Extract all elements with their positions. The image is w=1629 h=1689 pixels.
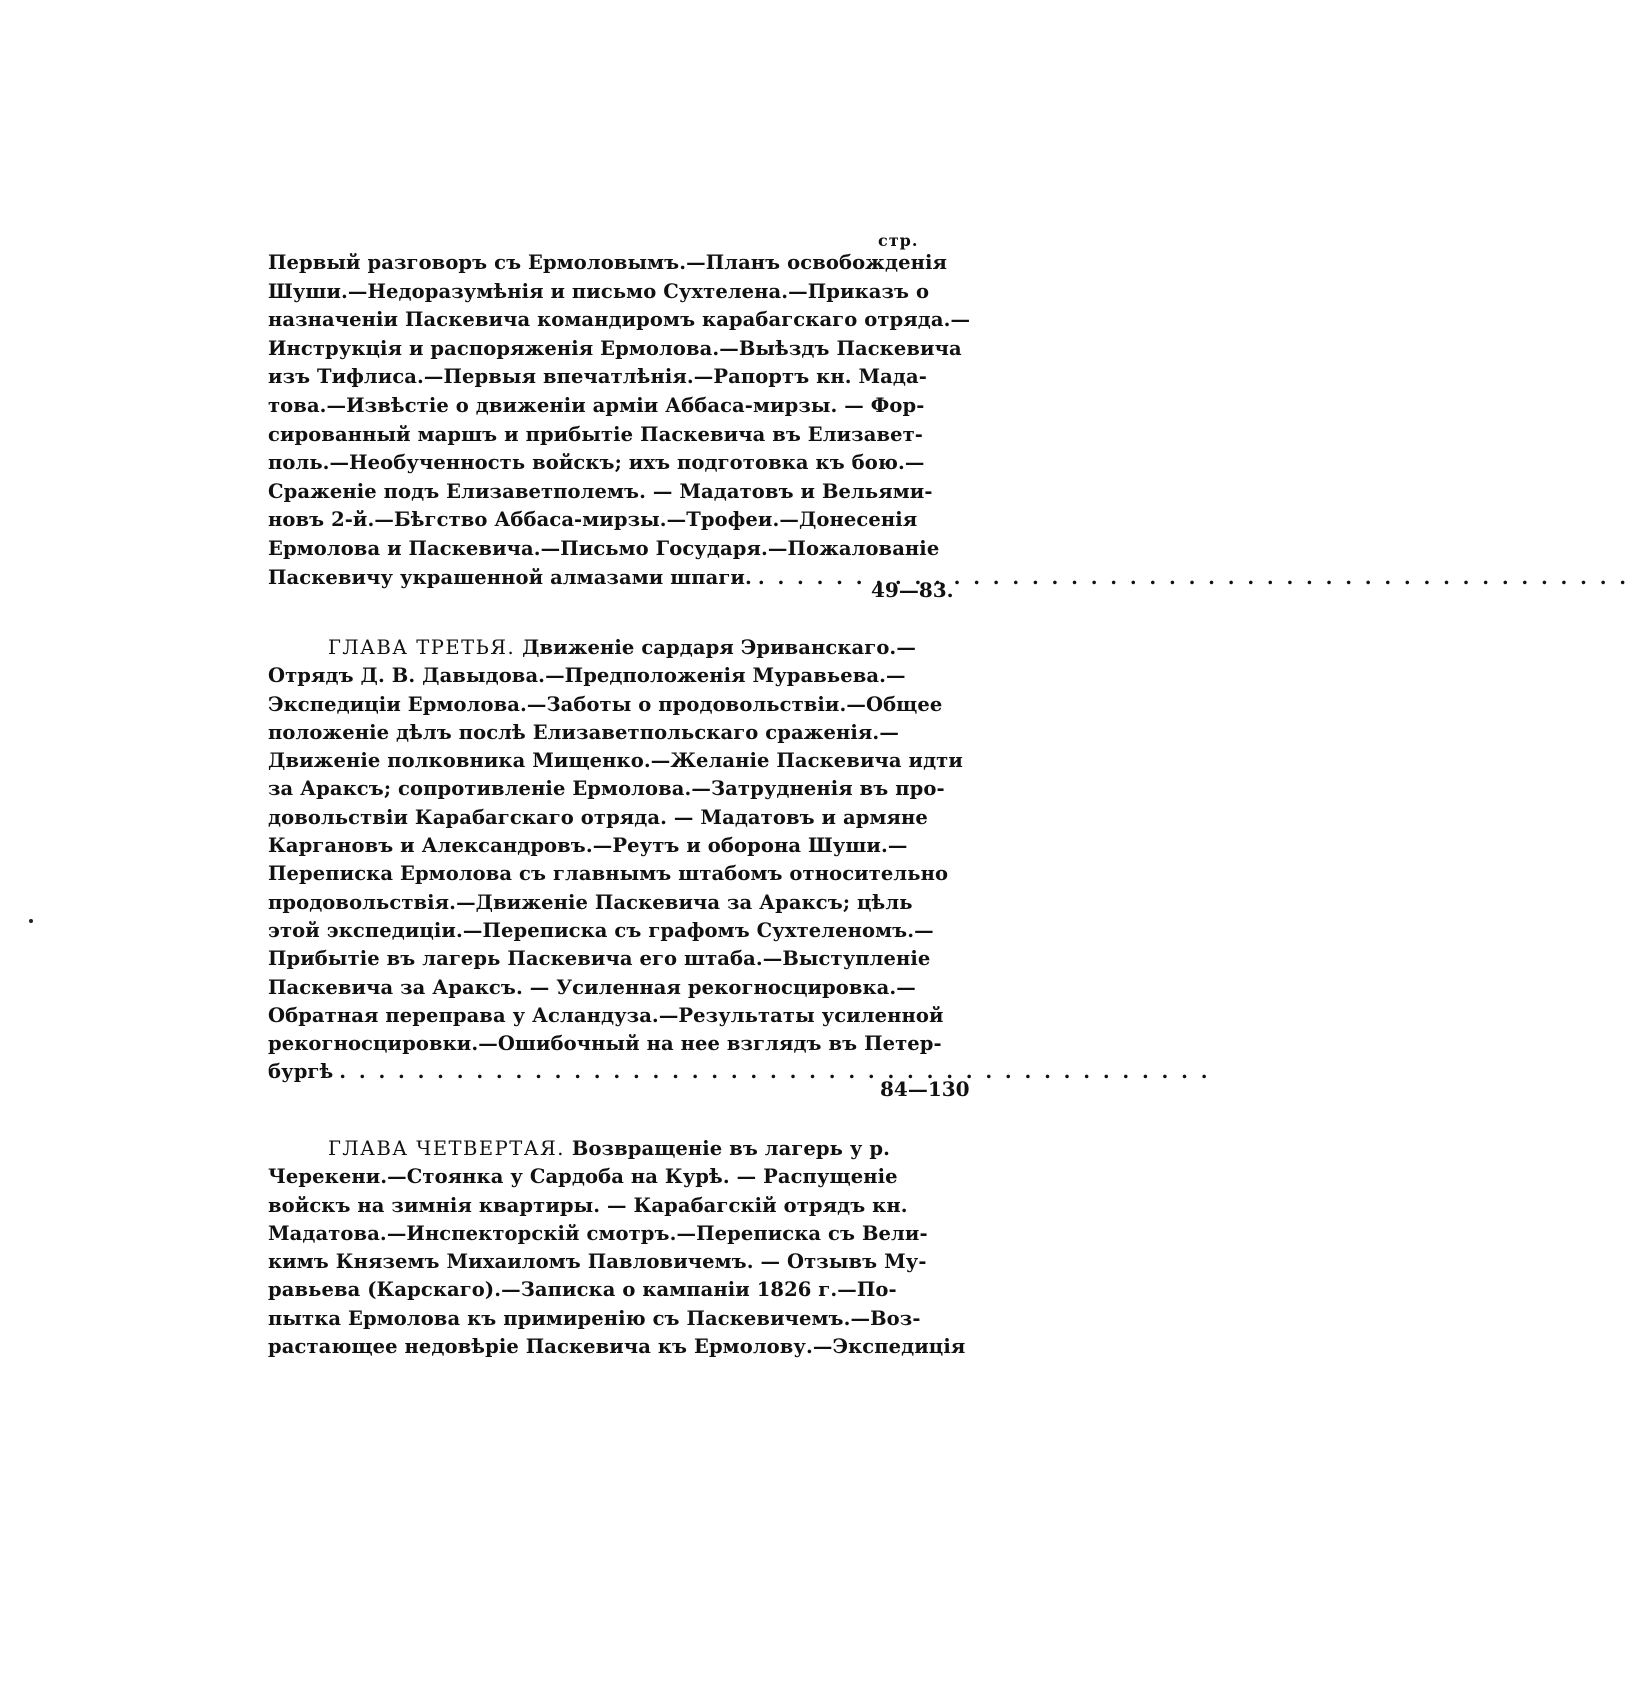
- toc-line: этой экспедиціи.—Переписка съ графомъ Сухтеленомъ.—: [268, 918, 934, 942]
- toc-last-line: [268, 1058, 848, 1086]
- toc-line: Обратная переправа у Асландуза.—Результаты усиленной: [268, 1003, 944, 1027]
- toc-entry-chapter-3: [268, 634, 963, 1087]
- page-range: 49—83.: [871, 578, 954, 602]
- toc-line: това.—Извѣстіе о движеніи арміи Аббаса-мирзы. — Фор-: [268, 393, 925, 417]
- toc-line: новъ 2-й.—Бѣгство Аббаса-мирзы.—Трофеи.—Донесенія: [268, 508, 918, 532]
- toc-line: за Араксъ; сопротивленіе Ермолова.—Затрудненія въ про-: [268, 777, 945, 801]
- page-column-label: стр.: [878, 231, 919, 250]
- toc-line: Шуши.—Недоразумѣнія и письмо Сухтелена.—Приказъ о: [268, 279, 930, 303]
- toc-heading-line: [268, 1135, 890, 1163]
- toc-line: Экспедиціи Ермолова.—Заботы о продовольствіи.—Общее: [268, 692, 943, 716]
- toc-line: Каргановъ и Александровъ.—Реутъ и оборона Шуши.—: [268, 834, 908, 858]
- toc-line: изъ Тифлиса.—Первыя впечатлѣнія.—Рапортъ кн. Мада-: [268, 365, 927, 389]
- toc-line-text: Движеніе сардаря Эриванскаго.—: [522, 636, 916, 659]
- toc-entry-chapter-4: [268, 1135, 966, 1361]
- toc-line: Движеніе полковника Мищенко.—Желаніе Паскевича идти: [268, 749, 963, 773]
- toc-line: войскъ на зимнія квартиры. — Карабагскій отрядъ кн.: [268, 1193, 908, 1217]
- toc-line: Мадатова.—Инспекторскій смотръ.—Переписка съ Вели-: [268, 1221, 928, 1245]
- toc-line: Паскевича за Араксъ. — Усиленная рекогносцировка.—: [268, 975, 916, 999]
- toc-line-text: Паскевичу украшенной алмазами шпаги.: [268, 565, 752, 589]
- toc-line: положеніе дѣлъ послѣ Елизаветпольскаго сраженія.—: [268, 720, 899, 744]
- chapter-heading: ГЛАВА ЧЕТВЕРТАЯ.: [328, 1137, 565, 1160]
- toc-line-text: бургѣ: [268, 1060, 334, 1084]
- toc-line: продовольствія.—Движеніе Паскевича за Араксъ; цѣль: [268, 890, 913, 914]
- toc-line: равьева (Карскаго).—Записка о кампаніи 1826 г.—По-: [268, 1278, 897, 1302]
- toc-last-line: [268, 564, 848, 593]
- toc-line: кимъ Княземъ Михаиломъ Павловичемъ. — Отзывъ Му-: [268, 1250, 927, 1274]
- toc-heading-line: [268, 634, 916, 662]
- toc-line: Инструкція и распоряженія Ермолова.—Выѣздъ Паскевича: [268, 336, 962, 360]
- toc-line: поль.—Необученность войскъ; ихъ подготовка къ бою.—: [268, 451, 925, 475]
- toc-line: растающее недовѣріе Паскевича къ Ермолову.—Экспедиція: [268, 1335, 966, 1359]
- toc-line: Черекени.—Стоянка у Сардоба на Курѣ. — Распущеніе: [268, 1165, 898, 1189]
- toc-line: Ермолова и Паскевича.—Письмо Государя.—Пожалованіе: [268, 536, 940, 560]
- scan-speck: [29, 919, 33, 923]
- toc-line: Первый разговоръ съ Ермоловымъ.—Планъ освобожденія: [268, 251, 947, 274]
- toc-line: сированный маршъ и прибытіе Паскевича въ Елизавет-: [268, 422, 923, 446]
- dot-leader: [333, 1058, 1210, 1086]
- toc-line: Переписка Ермолова съ главнымъ штабомъ относительно: [268, 862, 949, 886]
- toc-line: Отрядъ Д. В. Давыдова.—Предположенія Муравьева.—: [268, 664, 906, 688]
- toc-line: Сраженіе подъ Елизаветполемъ. — Мадатовъ и Вельями-: [268, 479, 933, 503]
- toc-line: назначеніи Паскевича командиромъ карабагскаго отряда.—: [268, 308, 971, 332]
- toc-line-text: Возвращеніе въ лагерь у р.: [571, 1137, 890, 1160]
- page-range: 84—130: [880, 1077, 970, 1101]
- toc-line: рекогносцировки.—Ошибочный на нее взглядъ въ Петер-: [268, 1032, 942, 1056]
- chapter-heading: ГЛАВА ТРЕТЬЯ.: [328, 636, 516, 659]
- toc-line: Прибытіе въ лагерь Паскевича его штаба.—Выступленіе: [268, 947, 931, 971]
- toc-line: пытка Ермолова къ примиренію съ Паскевичемъ.—Воз-: [268, 1306, 921, 1330]
- toc-line: довольствіи Карабагскаго отряда. — Мадатовъ и армяне: [268, 805, 928, 829]
